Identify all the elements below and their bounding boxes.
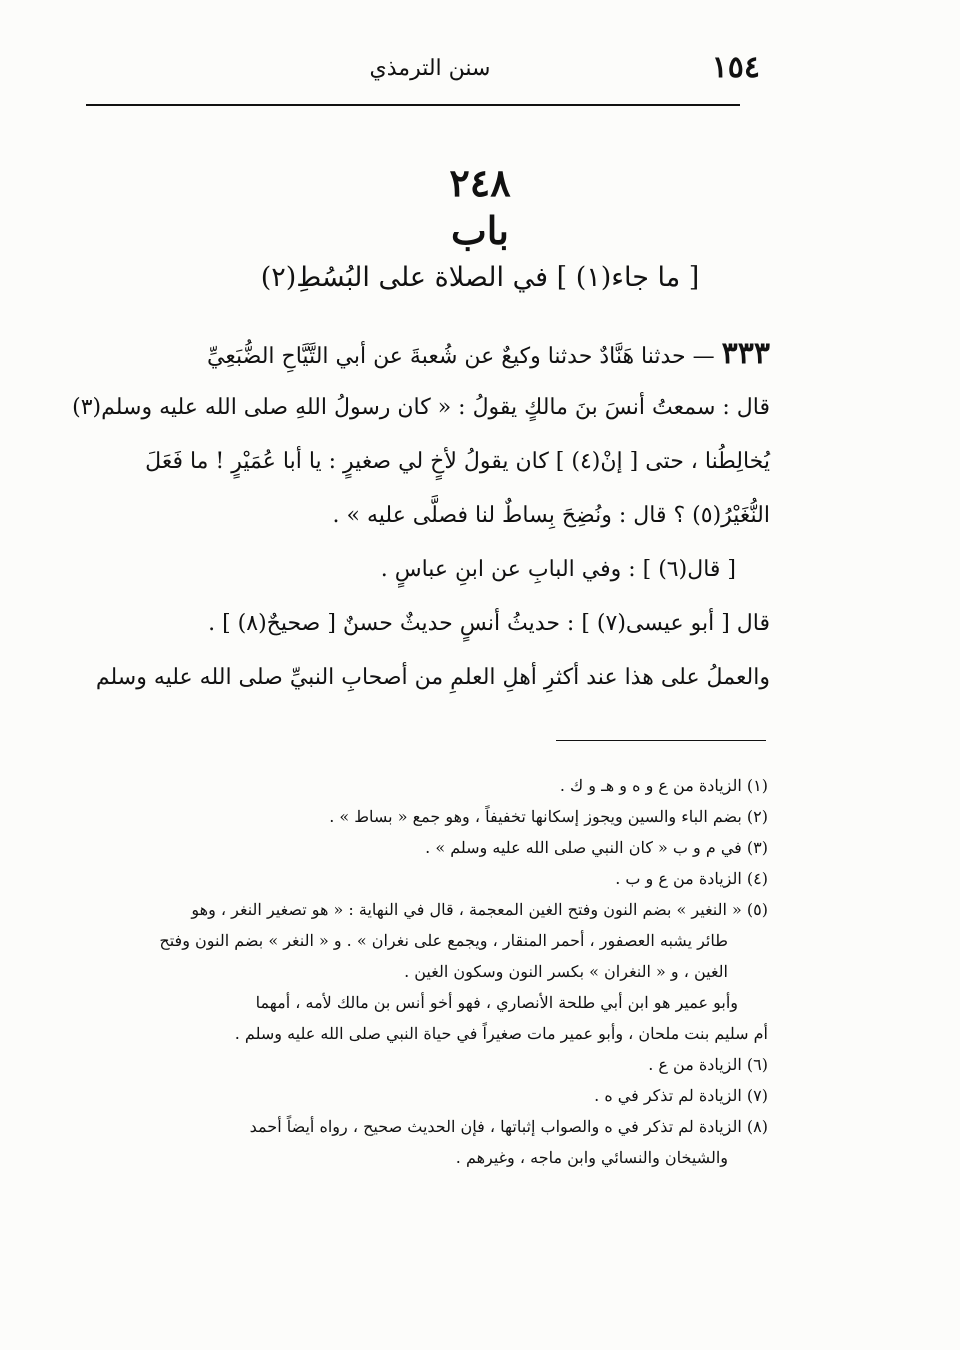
chapter-subtitle: [ ما جاء(١) ] في الصلاة على البُسُطِ(٢) — [260, 262, 700, 293]
body-line: يُخالِطُنا ، حتى [ إنْ(٤) ] كان يقولُ لأخٍ لي صغيرٍ : يا أبا عُمَيْرٍ ! ما فَعَلَ — [145, 449, 770, 474]
body-line: قال [ أبو عيسى(٧) ] : حديثُ أنسٍ حديثٌ حسنٌ [ صحيحٌ(٨) ] . — [208, 611, 770, 636]
footnote: (٢) بضم الباء والسين ويجوز إسكانها تخفيفاً ، وهو جمع « بساط » . — [329, 807, 768, 826]
footnote-continuation: والشيخان والنسائي وابن ماجه ، وغيرهم . — [455, 1148, 728, 1167]
footnote: (١) الزيادة من ع و ه و هـ و ك . — [559, 776, 768, 795]
hadith-body — [72, 336, 770, 718]
chapter-label: باب — [451, 208, 509, 253]
hadith-number: ٣٣٣ — [721, 336, 770, 371]
footnote-continuation: الغين ، و « النغران » بكسر النون وسكون الغين . — [404, 962, 728, 981]
running-header-title: سنن الترمذي — [369, 56, 491, 81]
body-line: [ قال(٦) ] : وفي البابِ عن ابنِ عباسٍ . — [380, 557, 736, 582]
footnote-paragraph: وأبو عمير هو ابن أبي طلحة الأنصاري ، فهو أخو أنس بن مالك لأمه ، أمهما — [255, 993, 738, 1012]
body-line: والعملُ على هذا عند أكثرِ أهلِ العلمِ من أصحابِ النبيِّ صلى الله عليه وسلم — [95, 665, 770, 690]
chapter-number: ٢٤٨ — [449, 160, 511, 205]
body-line: النُّغَيْرُ(٥) ؟ قال : ونُضِحَ بِساطٌ لنا فصلَّى عليه » . — [332, 503, 770, 528]
footnote-separator — [556, 740, 766, 741]
footnote: (٦) الزيادة من ع . — [648, 1055, 768, 1074]
footnote: (٣) في م و ب « كان النبي صلى الله عليه وسلم » . — [425, 838, 768, 857]
footnote-continuation: أم سليم بنت ملحان ، وأبو عمير مات صغيراً في حياة النبي صلى الله عليه وسلم . — [234, 1024, 768, 1043]
footnote-continuation: طائر يشبه العصفور ، أحمر المنقار ، ويجمع على نغران » . و « النغر » بضم النون وفتح — [159, 931, 728, 950]
body-line-text: — حدثنا هَنَّادٌ حدثنا وكيعٌ عن شُعبةَ عن أبي التَّيَّاحِ الضُّبَعِيِّ — [207, 344, 715, 369]
footnote: (٨) الزيادة لم تذكر في ه والصواب إثباتها ، فإن الحديث صحيح ، رواه أيضاً أحمد — [249, 1117, 768, 1136]
footnotes — [108, 776, 768, 1179]
page-number: ١٥٤ — [711, 50, 760, 85]
footnote: (٤) الزيادة من ع و ب . — [615, 869, 768, 888]
footnote: (٥) « النغير » بضم النون وفتح الغين المعجمة ، قال في النهاية : « هو تصغير النغر ، وهو — [191, 900, 768, 919]
body-line — [98, 336, 770, 394]
header-rule — [86, 104, 740, 106]
footnote: (٧) الزيادة لم تذكر في ه . — [594, 1086, 768, 1105]
body-line: قال : سمعتُ أنسَ بنَ مالكٍ يقولُ : « كان رسولُ اللهِ صلى الله عليه وسلم(٣) — [72, 395, 770, 420]
